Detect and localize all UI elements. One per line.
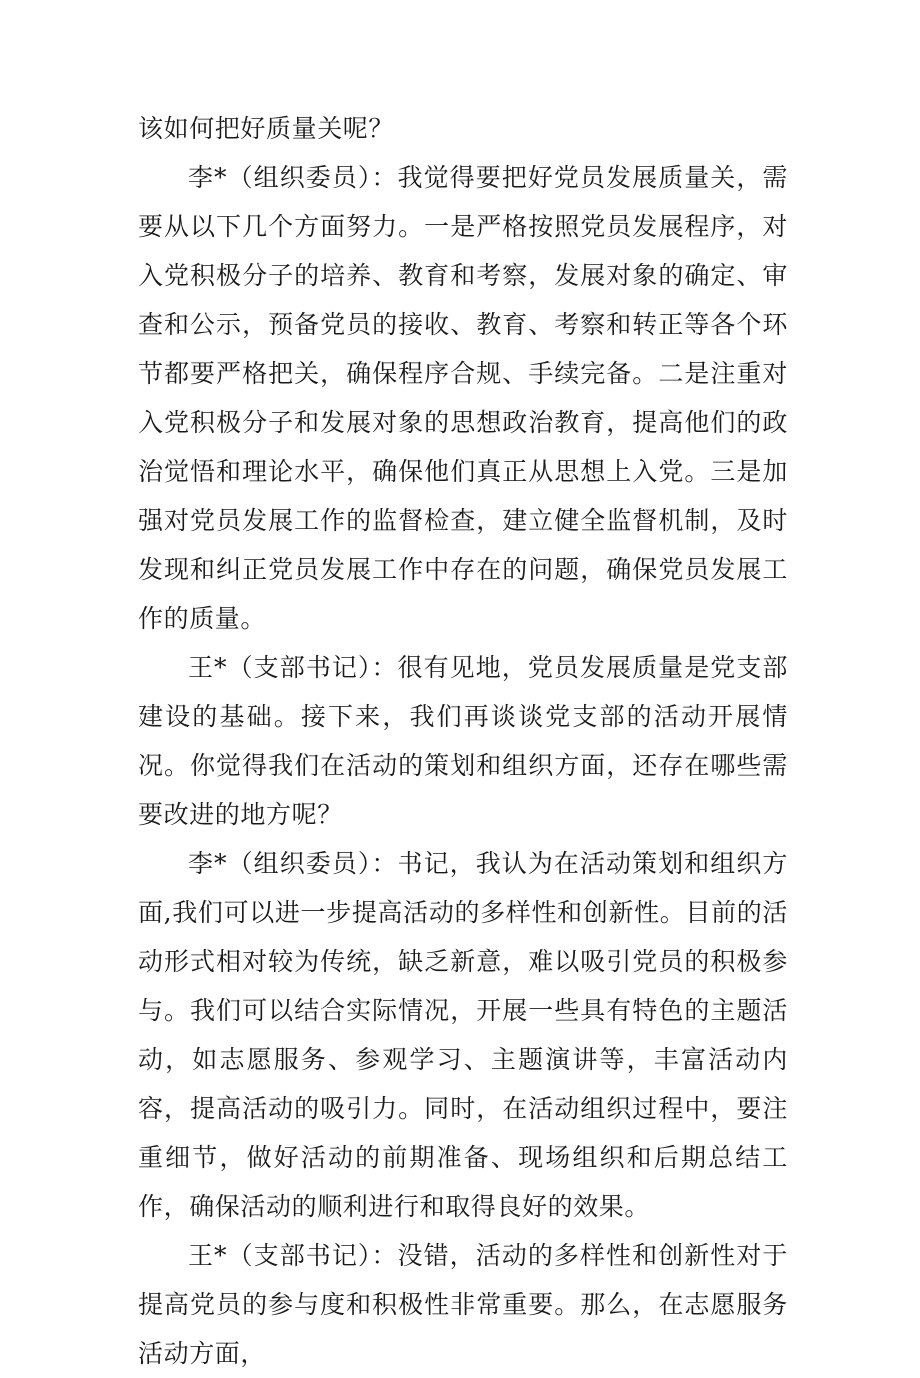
paragraph-continuation: 该如何把好质量关呢？ — [138, 114, 395, 143]
paragraph-secretary-volunteer: 王*（支部书记）：没错，活动的多样性和创新性对于提高党员的参与度和积极性非常重要。那么，在志愿服务活动方面， — [138, 1241, 788, 1368]
paragraph-organizer-quality: 李*（组织委员）：我觉得要把好党员发展质量关，需要从以下几个方面努力。一是严格按照党员发展程序，对入党积极分子的培养、教育和考察，发展对象的确定、审查和公示，预备党员的接收、教育、考察和转正等各个环节都要严格把关，确保程序合规、手续完备。二是注重对入党积极分子和发展对象的思想政治教育，提高他们的政治觉悟和理论水平，确保他们真正从思想上入党。三是加强对党员发展工作的监督检查，建立健全监督机制，及时发现和纠正党员发展工作中存在的问题，确保党员发展工作的质量。 — [138, 163, 788, 633]
document-body — [138, 104, 788, 1378]
paragraph-organizer-activities: 李*（组织委员）：书记，我认为在活动策划和组织方面,我们可以进一步提高活动的多样性和创新性。目前的活动形式相对较为传统，缺乏新意，难以吸引党员的积极参与。我们可以结合实际情况，开展一些具有特色的主题活动，如志愿服务、参观学习、主题演讲等，丰富活动内容，提高活动的吸引力。同时，在活动组织过程中，要注重细节，做好活动的前期准备、现场组织和后期总结工作，确保活动的顺利进行和取得良好的效果。 — [138, 849, 788, 1221]
paragraph-secretary-activities: 王*（支部书记）：很有见地，党员发展质量是党支部建设的基础。接下来，我们再谈谈党支部的活动开展情况。你觉得我们在活动的策划和组织方面，还存在哪些需要改进的地方呢？ — [138, 653, 788, 829]
